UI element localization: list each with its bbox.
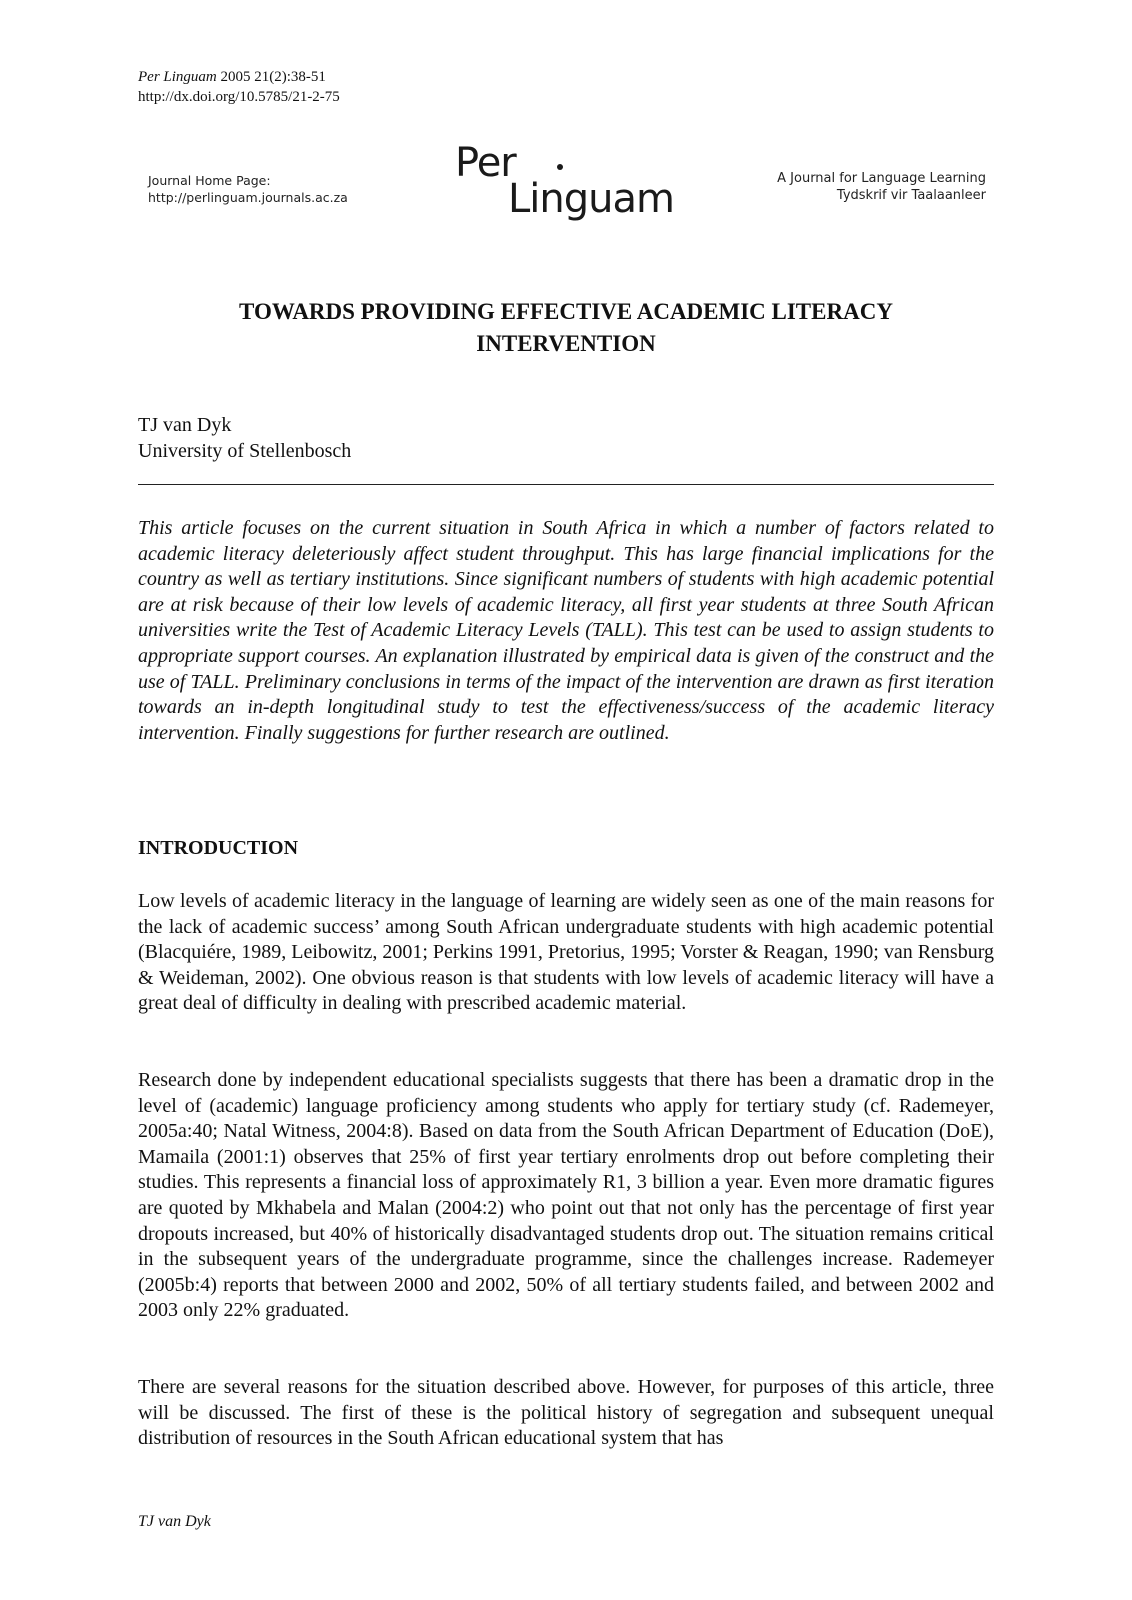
doi-link[interactable]: http://dx.doi.org/10.5785/21-2-75 [138, 89, 340, 105]
running-footer-author: TJ van Dyk [138, 1513, 211, 1530]
article-title [138, 296, 994, 360]
citation-line [138, 67, 340, 87]
author-name: TJ van Dyk [138, 414, 232, 436]
title-line-1: TOWARDS PROVIDING EFFECTIVE ACADEMIC LITERACY [239, 299, 893, 324]
section-heading-introduction: INTRODUCTION [138, 837, 299, 859]
tagline-afrikaans: Tydskrif vir Taalaanleer [836, 188, 986, 203]
body-paragraph-3: There are several reasons for the situation described above. However, for purposes of this article, three will be discussed. The first of these is the political history of segregation and subsequent unequal distribution of resources in the South African educational system that has [138, 1376, 994, 1450]
citation-volume: 2005 21(2):38-51 [216, 69, 326, 85]
citation-block [138, 67, 340, 107]
separator-rule [138, 484, 994, 485]
journal-home-block [148, 172, 348, 206]
author-block [138, 412, 351, 464]
journal-tagline [777, 170, 986, 204]
logo-dot [557, 164, 563, 170]
logo-word-per: Per [455, 140, 516, 186]
body-paragraph-2: Research done by independent educational specialists suggests that there has been a dramatic drop in the level of (academic) language proficiency among students who apply for tertiary study (cf. Rademeyer, 2005a:40; Natal Witness, 2004:8). Based on data from the South African Department of Education (DoE), Mamaila (2001:1) observes that 25% of first year tertiary enrolments drop out before completing their studies. This represents a financial loss of approximately R1, 3 billion a year. Even more dramatic figures are quoted by Mkhabela and Malan (2004:2) who point out that not only has the percentage of first year dropouts increased, but 40% of historically disadvantaged students drop out. The situation remains critical in the subsequent years of the undergraduate programme, since the challenges increase. Rademeyer (2005b:4) reports that between 2000 and 2002, 50% of all tertiary students failed, and between 2002 and 2003 only 22% graduated. [138, 1069, 994, 1322]
logo-word-linguam: Linguam [508, 176, 674, 222]
abstract: This article focuses on the current situation in South Africa in which a number of factors related to academic literacy deleteriously affect student throughput. This has large financial implications for the country as well as tertiary institutions. Since significant numbers of students with high academic potential are at risk because of their low levels of academic literacy, all first year students at three South African universities write the Test of Academic Literacy Levels (TALL). This test can be used to assign students to appropriate support courses. An explanation illustrated by empirical data is given of the construct and the use of TALL. Preliminary conclusions in terms of the impact of the intervention are drawn as first iteration towards an in-depth longitudinal study to test the effectiveness/success of the academic literacy intervention. Finally suggestions for further research are outlined. [138, 517, 994, 744]
tagline-english: A Journal for Language Learning [777, 171, 986, 186]
journal-home-label: Journal Home Page: [148, 173, 271, 188]
body-paragraph-1: Low levels of academic literacy in the language of learning are widely seen as one of the main reasons for the lack of academic success’ among South African undergraduate students with high academic potential (Blacquiére, 1989, Leibowitz, 2001; Perkins 1991, Pretorius, 1995; Vorster & Reagan, 1990; van Rensburg & Weideman, 2002). One obvious reason is that students with low levels of academic literacy will have a great deal of difficulty in dealing with prescribed academic material. [138, 890, 994, 1015]
journal-logo [455, 140, 695, 232]
journal-home-url[interactable]: http://perlinguam.journals.ac.za [148, 190, 348, 205]
author-affiliation: University of Stellenbosch [138, 440, 352, 462]
journal-name: Per Linguam [138, 69, 217, 85]
title-line-2: INTERVENTION [476, 331, 656, 356]
